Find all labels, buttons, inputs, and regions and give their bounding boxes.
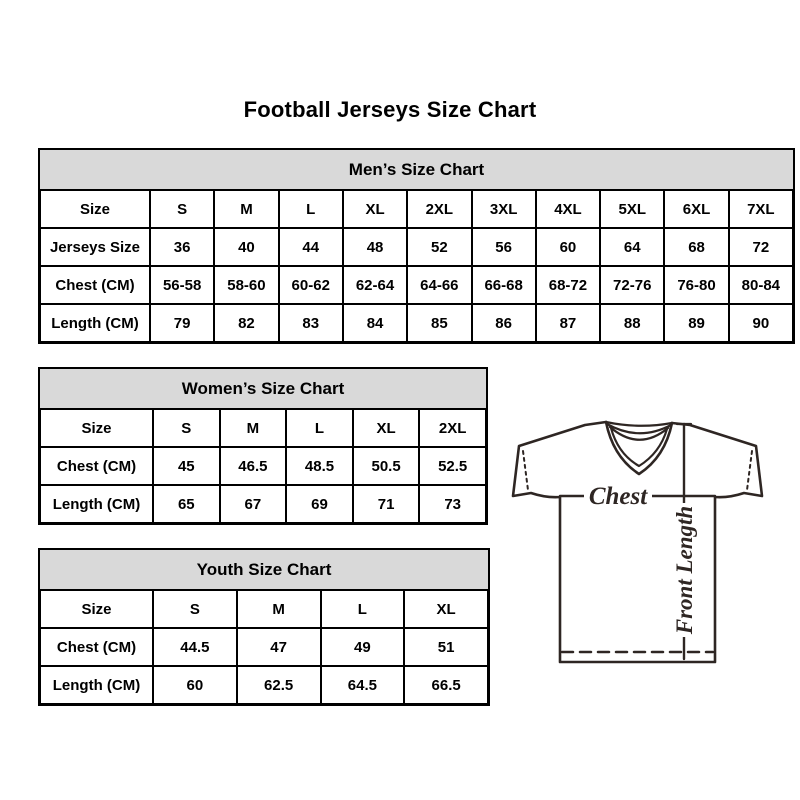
value-cell: 88	[600, 304, 664, 342]
row-header-cell: Size	[40, 190, 150, 228]
womens-size-chart-table	[38, 367, 488, 525]
jersey-outline	[513, 422, 762, 662]
value-cell: 72-76	[600, 266, 664, 304]
value-cell: 64.5	[321, 666, 405, 704]
chest-label: Chest	[588, 483, 648, 510]
value-cell: S	[153, 590, 237, 628]
value-cell: 40	[214, 228, 278, 266]
value-cell: 56	[472, 228, 536, 266]
value-cell: 66.5	[404, 666, 488, 704]
front-length-label: Front Length	[672, 505, 697, 635]
value-cell: L	[321, 590, 405, 628]
value-cell: 49	[321, 628, 405, 666]
value-cell: 72	[729, 228, 793, 266]
value-cell: 83	[279, 304, 343, 342]
value-cell: 84	[343, 304, 407, 342]
value-cell: 89	[664, 304, 728, 342]
value-cell: 82	[214, 304, 278, 342]
value-cell: 4XL	[536, 190, 600, 228]
row-header-cell: Chest (CM)	[40, 628, 153, 666]
row-header-cell: Chest (CM)	[40, 447, 153, 485]
value-cell: 87	[536, 304, 600, 342]
value-cell: L	[286, 409, 353, 447]
youth-table-grid	[40, 590, 488, 704]
value-cell: 85	[407, 304, 471, 342]
value-cell: 67	[220, 485, 287, 523]
value-cell: 62-64	[343, 266, 407, 304]
value-cell: 69	[286, 485, 353, 523]
value-cell: 86	[472, 304, 536, 342]
value-cell: 52.5	[419, 447, 486, 485]
value-cell: 90	[729, 304, 793, 342]
womens-table-title: Women’s Size Chart	[40, 369, 486, 409]
womens-table-grid	[40, 409, 486, 523]
value-cell: 64-66	[407, 266, 471, 304]
value-cell: 60	[536, 228, 600, 266]
value-cell: 60	[153, 666, 237, 704]
value-cell: 79	[150, 304, 214, 342]
value-cell: 3XL	[472, 190, 536, 228]
value-cell: M	[220, 409, 287, 447]
value-cell: 58-60	[214, 266, 278, 304]
value-cell: S	[153, 409, 220, 447]
value-cell: 73	[419, 485, 486, 523]
value-cell: 80-84	[729, 266, 793, 304]
value-cell: 6XL	[664, 190, 728, 228]
value-cell: XL	[343, 190, 407, 228]
jersey-measurement-diagram	[500, 400, 800, 700]
youth-table-title: Youth Size Chart	[40, 550, 488, 590]
value-cell: 45	[153, 447, 220, 485]
mens-table-grid	[40, 190, 793, 342]
value-cell: 52	[407, 228, 471, 266]
row-header-cell: Length (CM)	[40, 666, 153, 704]
row-header-cell: Jerseys Size	[40, 228, 150, 266]
value-cell: 71	[353, 485, 420, 523]
row-header-cell: Size	[40, 409, 153, 447]
youth-size-chart-table	[38, 548, 490, 706]
value-cell: 51	[404, 628, 488, 666]
collar-top-line	[606, 422, 672, 426]
page-title: Football Jerseys Size Chart	[243, 97, 537, 122]
value-cell: S	[150, 190, 214, 228]
value-cell: XL	[353, 409, 420, 447]
value-cell: M	[237, 590, 321, 628]
right-cuff-dashed-line	[747, 451, 752, 490]
value-cell: 44	[279, 228, 343, 266]
value-cell: L	[279, 190, 343, 228]
row-header-cell: Length (CM)	[40, 304, 150, 342]
value-cell: 48.5	[286, 447, 353, 485]
value-cell: XL	[404, 590, 488, 628]
value-cell: 66-68	[472, 266, 536, 304]
value-cell: 64	[600, 228, 664, 266]
value-cell: 36	[150, 228, 214, 266]
mens-size-chart-table	[38, 148, 795, 344]
value-cell: 2XL	[419, 409, 486, 447]
value-cell: 44.5	[153, 628, 237, 666]
value-cell: 5XL	[600, 190, 664, 228]
left-cuff-dashed-line	[523, 451, 528, 490]
row-header-cell: Length (CM)	[40, 485, 153, 523]
value-cell: 48	[343, 228, 407, 266]
mens-table-title: Men’s Size Chart	[40, 150, 793, 190]
value-cell: M	[214, 190, 278, 228]
value-cell: 65	[153, 485, 220, 523]
jersey-diagram-svg	[500, 400, 800, 700]
row-header-cell: Size	[40, 590, 153, 628]
value-cell: 62.5	[237, 666, 321, 704]
value-cell: 76-80	[664, 266, 728, 304]
value-cell: 2XL	[407, 190, 471, 228]
row-header-cell: Chest (CM)	[40, 266, 150, 304]
value-cell: 50.5	[353, 447, 420, 485]
value-cell: 56-58	[150, 266, 214, 304]
value-cell: 7XL	[729, 190, 793, 228]
value-cell: 60-62	[279, 266, 343, 304]
value-cell: 47	[237, 628, 321, 666]
value-cell: 68-72	[536, 266, 600, 304]
value-cell: 46.5	[220, 447, 287, 485]
value-cell: 68	[664, 228, 728, 266]
